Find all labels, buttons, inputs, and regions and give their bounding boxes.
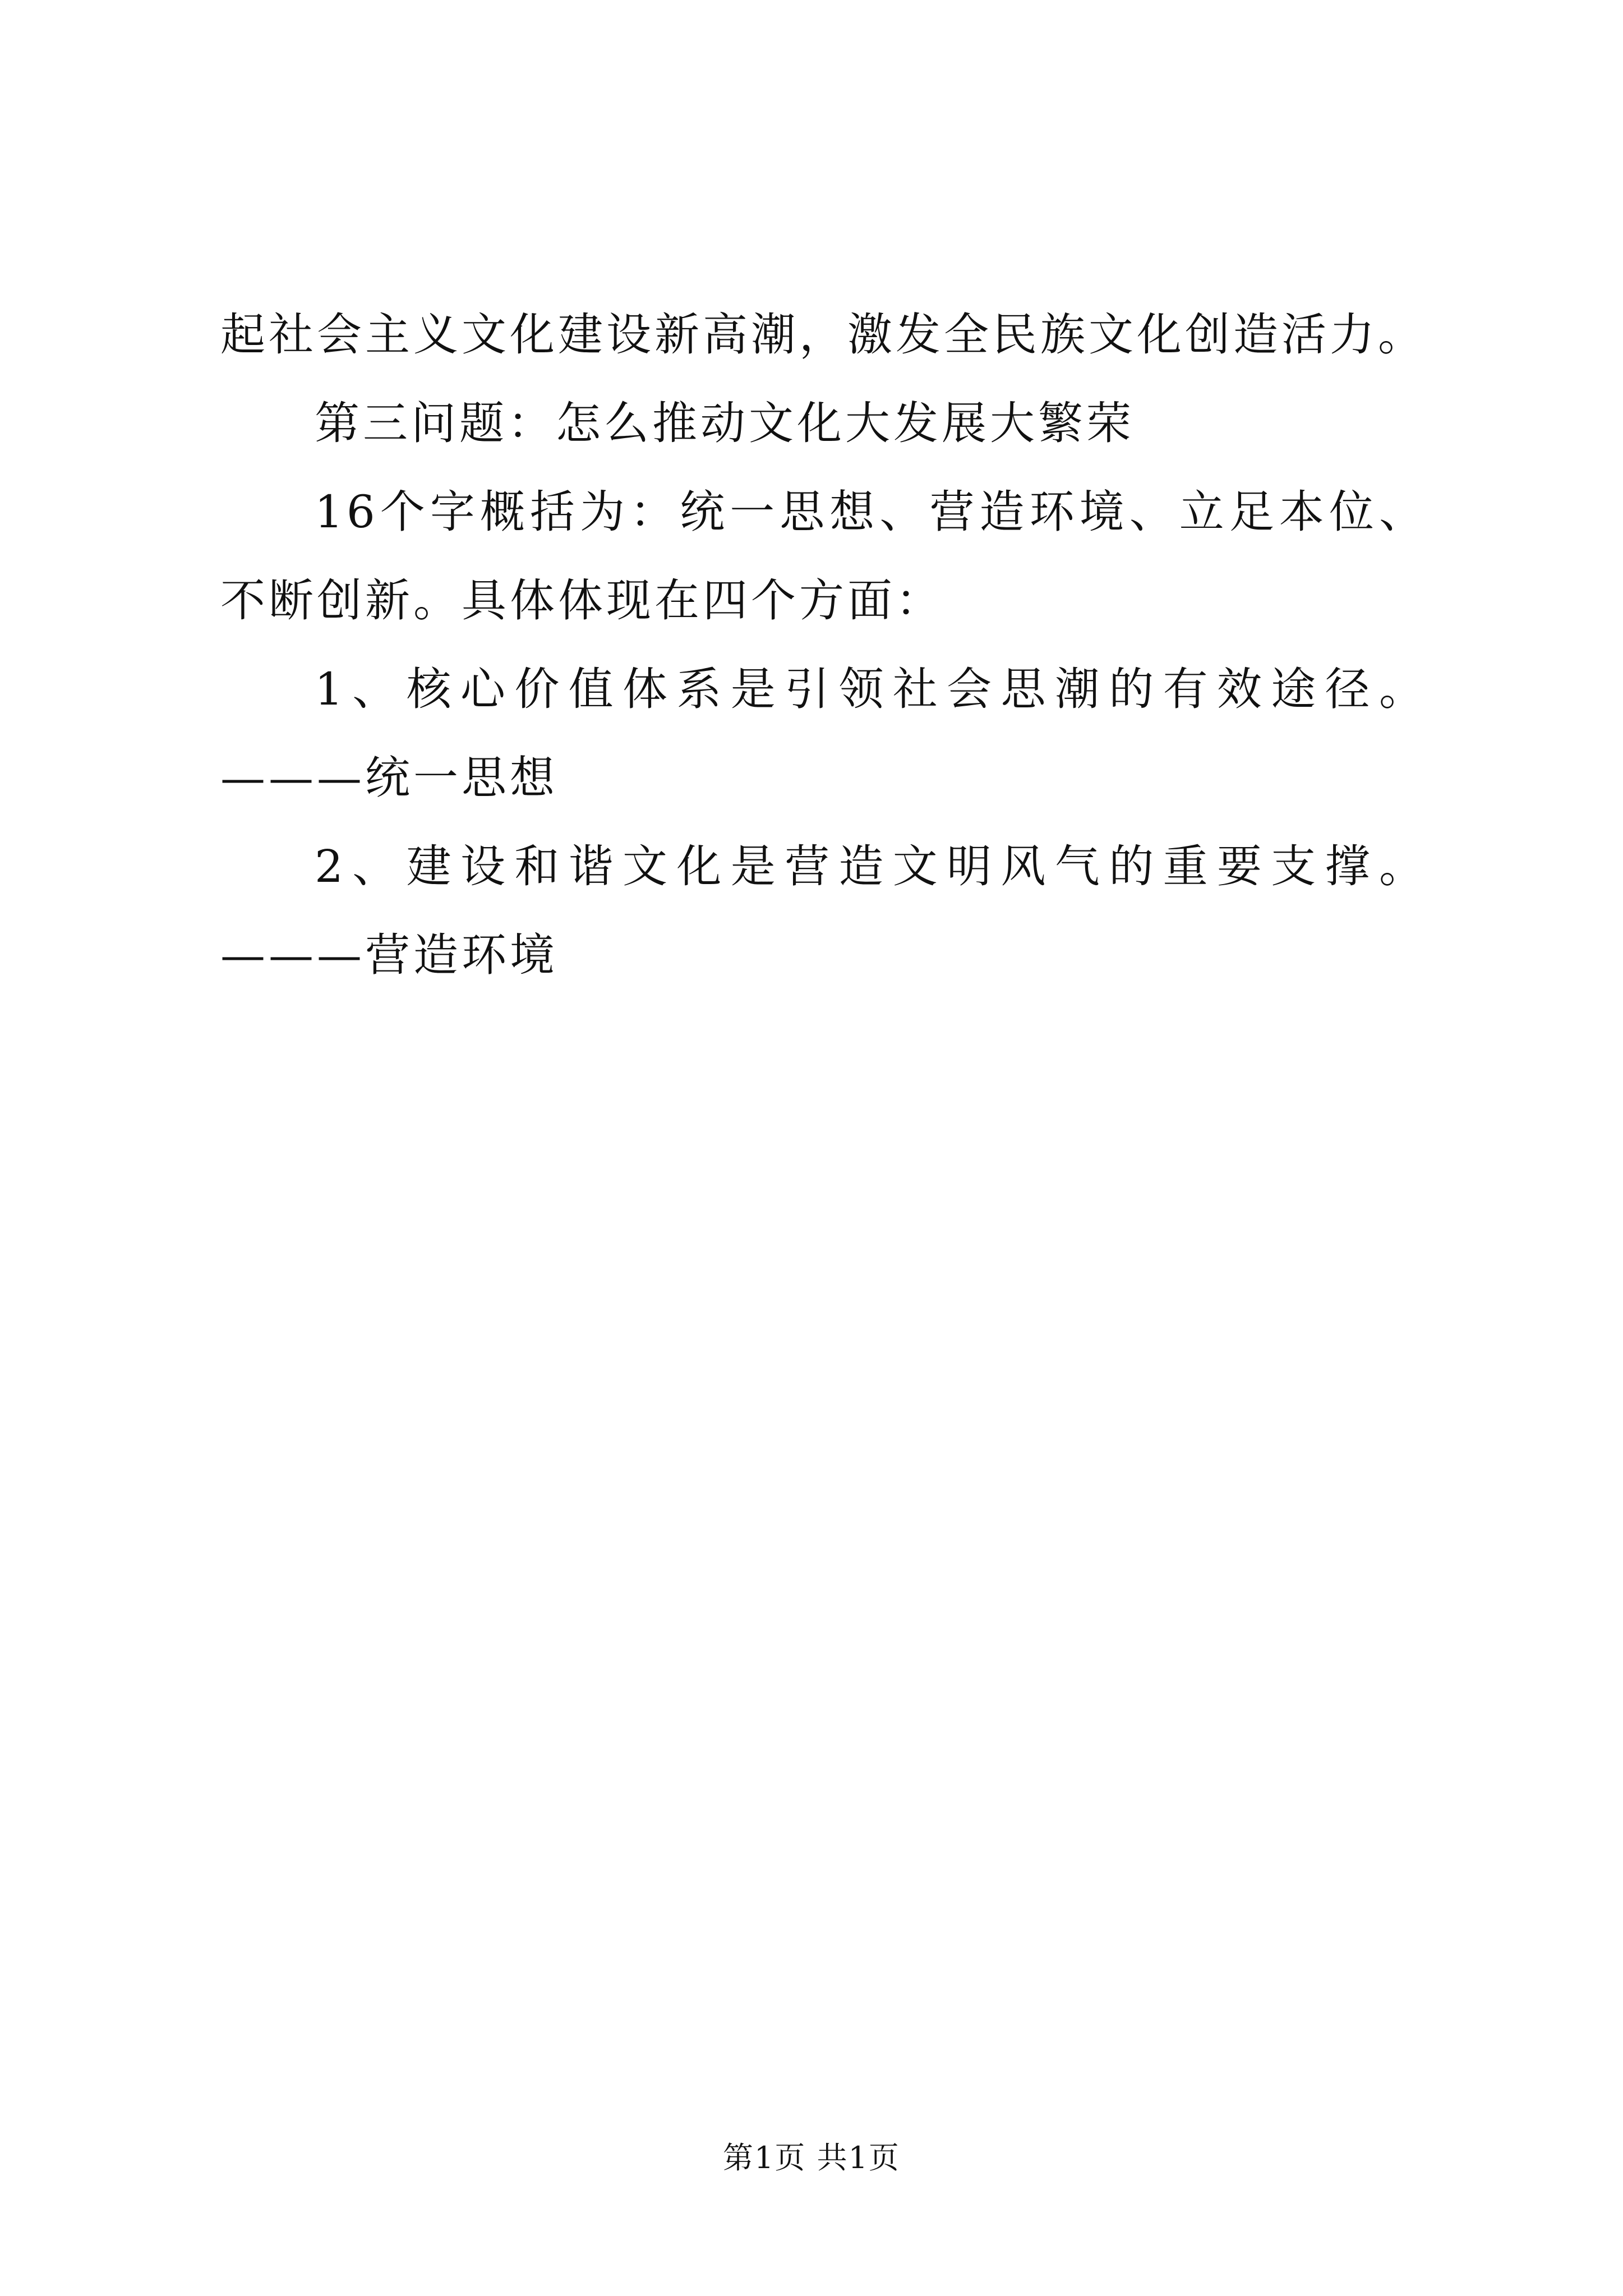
paragraph-summary: 16个字概括为：统一思想、营造环境、立足本位、不断创新。具体体现在四个方面：	[220, 486, 1427, 627]
paragraph-continuation: 起社会主义文化建设新高潮，激发全民族文化创造活力。	[220, 309, 1426, 361]
paragraph-point-2: 2、建设和谐文化是营造文明风气的重要支撑。———营造环境	[220, 840, 1427, 981]
paragraph-section-heading: 第三问题：怎么推动文化大发展大繁荣	[315, 397, 1135, 449]
page-footer: 第1页 共1页	[723, 2140, 900, 2175]
document-body	[220, 291, 1427, 1000]
paragraph-point-1: 1、核心价值体系是引领社会思潮的有效途径。———统一思想	[220, 663, 1427, 804]
